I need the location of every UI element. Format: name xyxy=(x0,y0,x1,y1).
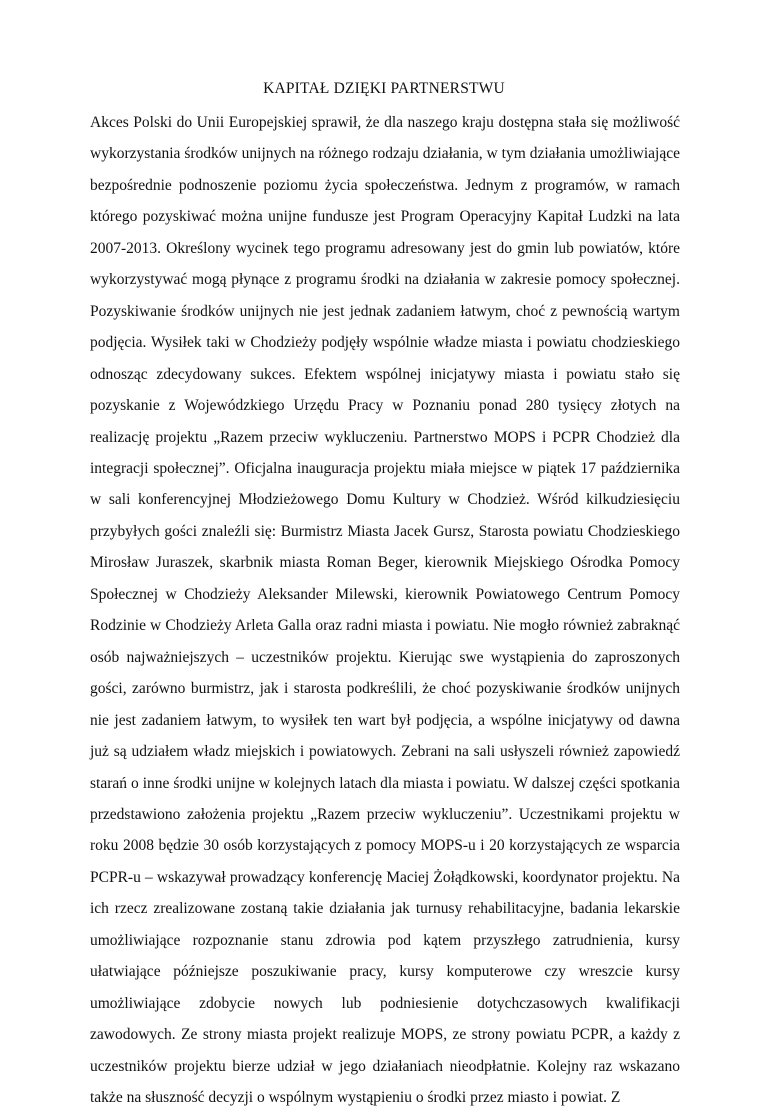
document-body-text: Akces Polski do Unii Europejskiej sprawił, że dla naszego kraju dostępna stała się możliwość wykorzystania środków unijnych na różnego rodzaju działania, w tym działania umożliwiające bezpośrednie podnoszenie poziomu życia społeczeństwa. Jednym z programów, w ramach którego pozyskiwać można unijne fundusze jest Program Operacyjny Kapitał Ludzki na lata 2007-2013. Określony wycinek tego programu adresowany jest do gmin lub powiatów, które wykorzystywać mogą płynące z programu środki na działania w zakresie pomocy społecznej. Pozyskiwanie środków unijnych nie jest jednak zadaniem łatwym, choć z pewnością wartym podjęcia. Wysiłek taki w Chodzieży podjęły wspólnie władze miasta i powiatu chodzieskiego odnosząc zdecydowany sukces. Efektem wspólnej inicjatywy miasta i powiatu stało się pozyskanie z Wojewódzkiego Urzędu Pracy w Poznaniu ponad 280 tysięcy złotych na realizację projektu „Razem przeciw wykluczeniu. Partnerstwo MOPS i PCPR Chodzież dla integracji społecznej”. Oficjalna inauguracja projektu miała miejsce w piątek 17 października w sali konferencyjnej Młodzieżowego Domu Kultury w Chodzież. Wśród kilkudziesięciu przybyłych gości znaleźli się: Burmistrz Miasta Jacek Gursz, Starosta powiatu Chodzieskiego Mirosław Juraszek, skarbnik miasta Roman Beger, kierownik Miejskiego Ośrodka Pomocy Społecznej w Chodzieży Aleksander Milewski, kierownik Powiatowego Centrum Pomocy Rodzinie w Chodzieży Arleta Galla oraz radni miasta i powiatu. Nie mogło również zabraknąć osób najważniejszych – uczestników projektu. Kierując swe wystąpienia do zaproszonych gości, zarówno burmistrz, jak i starosta podkreślili, że choć pozyskiwanie środków unijnych nie jest zadaniem łatwym, to wysiłek ten wart był podjęcia, a wspólne inicjatywy od dawna już są udziałem władz miejskich i powiatowych. Zebrani na sali usłyszeli również zapowiedź starań o inne środki unijne w kolejnych latach dla miasta i powiatu. W dalszej części spotkania przedstawiono założenia projektu „Razem przeciw wykluczeniu”. Uczestnikami projektu w roku 2008 będzie 30 osób korzystających z pomocy MOPS-u i 20 korzystających ze wsparcia PCPR-u – wskazywał prowadzący konferencję Maciej Żołądkowski, koordynator projektu. Na ich rzecz zrealizowane zostaną takie działania jak turnusy rehabilitacyjne, badania lekarskie umożliwiające rozpoznanie stanu zdrowia pod kątem przyszłego zatrudnienia, kursy ułatwiające późniejsze poszukiwanie pracy, kursy komputerowe czy wreszcie kursy umożliwiające zdobycie nowych lub podniesienie dotychczasowych kwalifikacji zawodowych. Ze strony miasta projekt realizuje MOPS, ze strony powiatu PCPR, a każdy z uczestników projektu bierze udział w jego działaniach nieodpłatnie. Kolejny raz wskazano także na słuszność decyzji o wspólnym wystąpieniu o środki przez miasto i powiat. Z xyxy=(90,114,680,1107)
document-title: KAPITAŁ DZIĘKI PARTNERSTWU xyxy=(263,80,505,97)
